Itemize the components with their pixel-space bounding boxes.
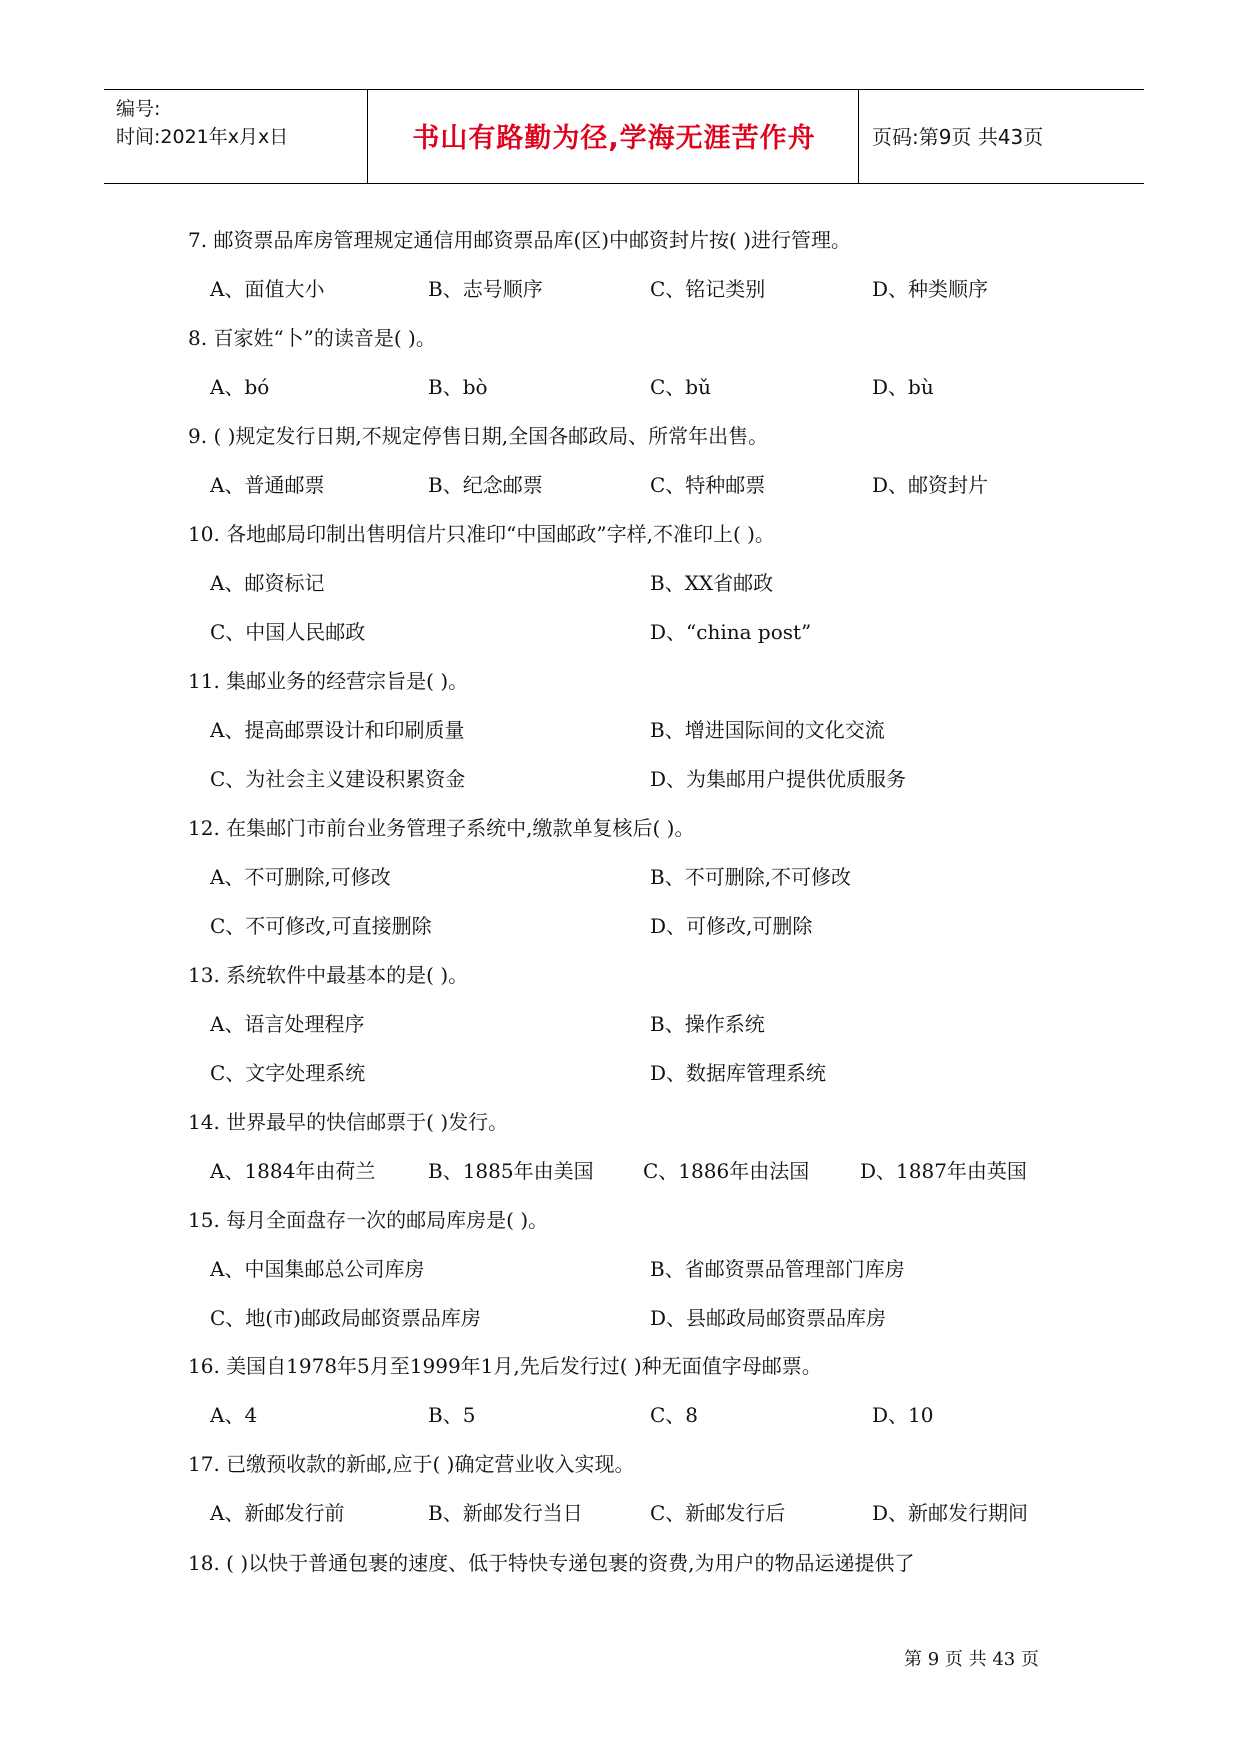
answer-option: D、1887年由英国	[860, 1159, 1027, 1183]
answer-option: A、bó	[210, 375, 270, 399]
answer-option: B、1885年由美国	[428, 1159, 594, 1183]
answer-option: D、新邮发行期间	[872, 1501, 1029, 1525]
question-stem: 14. 世界最早的快信邮票于( )发行。	[188, 1110, 509, 1134]
question-stem: 10. 各地邮局印制出售明信片只准印“中国邮政”字样,不准印上( )。	[188, 522, 775, 546]
answer-option: A、提高邮票设计和印刷质量	[210, 718, 465, 742]
answer-option: D、10	[872, 1403, 934, 1427]
answer-option: C、中国人民邮政	[210, 620, 366, 644]
answer-option: A、语言处理程序	[210, 1012, 365, 1036]
page-footer: 第 9 页 共 43 页	[904, 1649, 1039, 1670]
answer-option: D、“china post”	[650, 620, 812, 644]
time-label: 时间:2021年x月x日	[116, 126, 289, 148]
question-stem: 13. 系统软件中最基本的是( )。	[188, 963, 469, 987]
answer-option: B、5	[428, 1403, 476, 1427]
question-stem: 15. 每月全面盘存一次的邮局库房是( )。	[188, 1208, 549, 1232]
answer-option: B、志号顺序	[428, 277, 543, 301]
answer-option: B、增进国际间的文化交流	[650, 718, 885, 742]
question-stem: 16. 美国自1978年5月至1999年1月,先后发行过( )种无面值字母邮票。	[188, 1354, 822, 1378]
answer-option: A、4	[210, 1403, 258, 1427]
answer-option: A、中国集邮总公司库房	[210, 1257, 425, 1281]
answer-option: A、不可删除,可修改	[210, 865, 391, 889]
answer-option: A、普通邮票	[210, 473, 325, 497]
answer-option: B、纪念邮票	[428, 473, 543, 497]
answer-option: B、不可删除,不可修改	[650, 865, 852, 889]
answer-option: C、特种邮票	[650, 473, 766, 497]
answer-option: C、8	[650, 1403, 699, 1427]
answer-option: A、1884年由荷兰	[210, 1159, 376, 1183]
page-header	[104, 89, 1144, 184]
question-stem: 12. 在集邮门市前台业务管理子系统中,缴款单复核后( )。	[188, 816, 695, 840]
header-divider	[858, 90, 859, 183]
answer-option: A、邮资标记	[210, 571, 325, 595]
answer-option: B、操作系统	[650, 1012, 765, 1036]
question-stem: 9. ( )规定发行日期,不规定停售日期,全国各邮政局、所常年出售。	[188, 424, 769, 448]
answer-option: A、新邮发行前	[210, 1501, 345, 1525]
answer-option: C、不可修改,可直接删除	[210, 914, 432, 938]
answer-option: D、为集邮用户提供优质服务	[650, 767, 907, 791]
question-stem: 7. 邮资票品库房管理规定通信用邮资票品库(区)中邮资封片按( )进行管理。	[188, 228, 852, 252]
answer-option: A、面值大小	[210, 277, 325, 301]
answer-option: B、XX省邮政	[650, 571, 774, 595]
header-motto: 书山有路勤为径,学海无涯苦作舟	[412, 123, 816, 154]
header-page-label: 页码:第9页 共43页	[872, 125, 1044, 149]
answer-option: B、bò	[428, 375, 488, 399]
answer-option: C、为社会主义建设积累资金	[210, 767, 466, 791]
question-stem: 11. 集邮业务的经营宗旨是( )。	[188, 669, 469, 693]
question-stem: 17. 已缴预收款的新邮,应于( )确定营业收入实现。	[188, 1452, 635, 1476]
answer-option: D、bù	[872, 375, 934, 399]
answer-option: B、省邮资票品管理部门库房	[650, 1257, 905, 1281]
header-divider	[367, 90, 368, 183]
answer-option: B、新邮发行当日	[428, 1501, 583, 1525]
answer-option: D、可修改,可删除	[650, 914, 813, 938]
answer-option: D、邮资封片	[872, 473, 989, 497]
answer-option: C、新邮发行后	[650, 1501, 786, 1525]
header-left	[116, 95, 288, 151]
answer-option: D、种类顺序	[872, 277, 989, 301]
answer-option: C、文字处理系统	[210, 1061, 366, 1085]
answer-option: C、铭记类别	[650, 277, 766, 301]
answer-option: C、bǔ	[650, 375, 711, 399]
answer-option: D、县邮政局邮资票品库房	[650, 1306, 887, 1330]
answer-option: C、地(市)邮政局邮资票品库房	[210, 1306, 481, 1330]
answer-option: C、1886年由法国	[643, 1159, 810, 1183]
answer-option: D、数据库管理系统	[650, 1061, 827, 1085]
question-stem: 8. 百家姓“卜”的读音是( )。	[188, 326, 436, 350]
number-label: 编号:	[116, 98, 161, 120]
question-stem: 18. ( )以快于普通包裹的速度、低于特快专递包裹的资费,为用户的物品运递提供了	[188, 1551, 915, 1575]
